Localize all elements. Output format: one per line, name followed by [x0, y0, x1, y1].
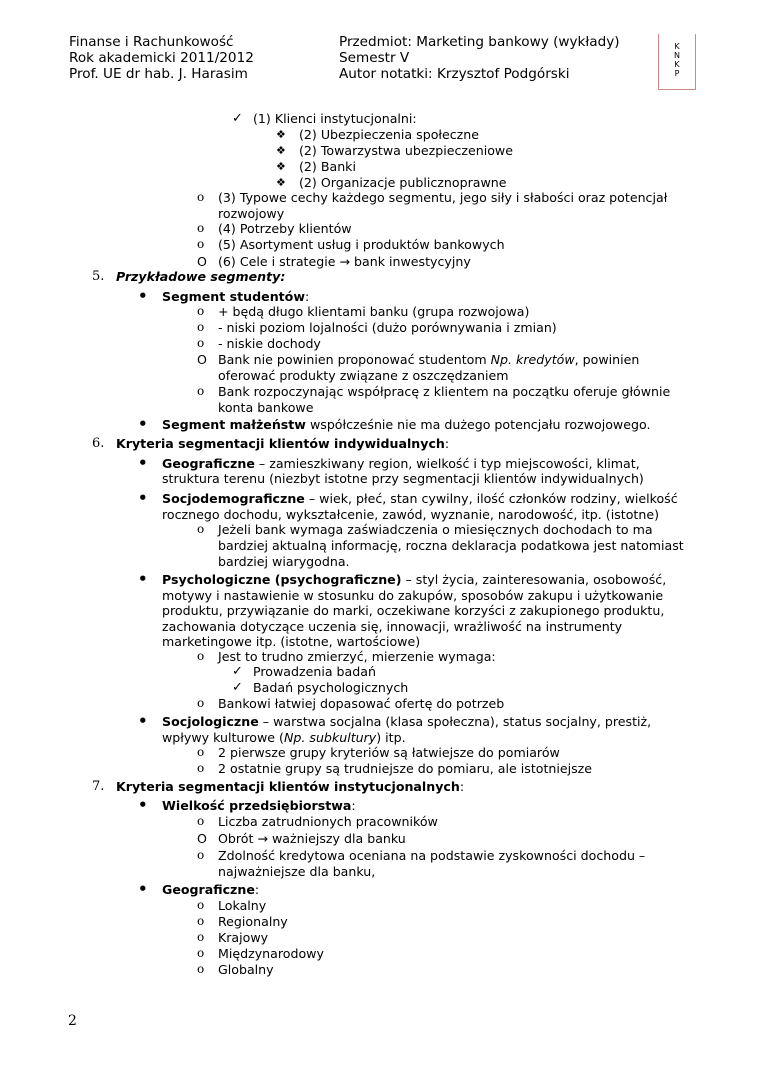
header-year: Rok akademicki 2011/2012 — [69, 50, 254, 66]
circle-bullet-icon: o — [197, 898, 205, 912]
bullet-icon: • — [138, 415, 148, 433]
list-item-continued: konta bankowe — [218, 400, 314, 415]
circle-bullet-icon: o — [197, 946, 205, 960]
header-right — [339, 34, 620, 82]
list-item: Lokalny — [218, 898, 267, 913]
check-icon: ✓ — [232, 680, 243, 695]
list-item: (5) Asortyment usług i produktów bankowych — [218, 237, 505, 252]
section-number: 5. — [92, 269, 105, 284]
list-item: (2) Banki — [299, 159, 356, 174]
list-item-continued: bardziej aktualną informację, roczna deklaracja podatkowa jest natomiast — [218, 538, 684, 553]
list-item: Globalny — [218, 962, 274, 977]
logo-letter: P — [674, 69, 680, 78]
list-item-continued: rozwojowy — [218, 206, 285, 221]
list-item-continued: rocznego dochodu, wykształcenie, zawód, wyznanie, narodowość, itp. (istotne) — [162, 507, 659, 522]
list-item: Socjodemograficzne – wiek, płeć, stan cywilny, ilość członków rodziny, wielkość — [162, 491, 678, 506]
list-item-continued: bardziej wiarygodna. — [218, 554, 350, 569]
bullet-icon: • — [138, 489, 148, 507]
list-item: Liczba zatrudnionych pracowników — [218, 814, 438, 829]
list-item: Międzynarodowy — [218, 946, 324, 961]
bullet-icon: • — [138, 712, 148, 730]
list-item: Psychologiczne (psychograficzne) – styl życia, zainteresowania, osobowość, — [162, 572, 667, 587]
list-item: Jeżeli bank wymaga zaświadczenia o miesięcznych dochodach to ma — [218, 522, 653, 537]
list-item: Obrót → ważniejszy dla banku — [218, 831, 406, 846]
list-item-continued: motywy i nastawienie w stosunku do zakupów, sposobów zakupu i użytkowanie — [162, 588, 664, 603]
header-subject: Przedmiot: Marketing bankowy (wykłady) — [339, 34, 620, 50]
list-item-continued: struktura terenu (niezbyt istotne przy segmentacji klientów indywidualnych) — [162, 471, 644, 486]
list-item: (2) Ubezpieczenia społeczne — [299, 127, 479, 142]
logo-letter: K — [674, 42, 680, 51]
list-item: Wielkość przedsiębiorstwa: — [162, 798, 356, 813]
list-item-continued: marketingowe itp. (istotne, wartościowe) — [162, 634, 421, 649]
list-item: Segment studentów: — [162, 289, 310, 304]
circle-bullet-icon: o — [197, 384, 205, 398]
list-item: Regionalny — [218, 914, 288, 929]
circle-bullet-icon: o — [197, 814, 205, 828]
circle-bullet-icon: o — [197, 962, 205, 976]
circle-bullet-icon: o — [197, 745, 205, 759]
list-item-continued: najważniejsze dla banku, — [218, 864, 376, 879]
circle-bullet-icon: o — [197, 190, 205, 204]
bullet-icon: • — [138, 880, 148, 898]
list-item: Socjologiczne – warstwa socjalna (klasa społeczna), status socjalny, prestiż, — [162, 714, 652, 729]
list-item: Bank nie powinien proponować studentom Np. kredytów, powinien — [218, 352, 640, 367]
diamond-bullet-icon: ❖ — [276, 144, 286, 157]
list-item: (2) Organizacje publicznoprawne — [299, 175, 507, 190]
list-item: Geograficzne – zamieszkiwany region, wielkość i typ miejscowości, klimat, — [162, 456, 640, 471]
check-icon: ✓ — [232, 664, 243, 679]
list-item: (1) Klienci instytucjonalni: — [253, 111, 417, 126]
circle-bullet-icon: o — [197, 649, 205, 663]
bullet-icon: • — [138, 570, 148, 588]
check-icon: ✓ — [232, 111, 243, 126]
list-item: Jest to trudno zmierzyć, mierzenie wymaga: — [218, 649, 496, 664]
header-author: Autor notatki: Krzysztof Podgórski — [339, 66, 570, 82]
logo-letter: N — [674, 51, 680, 60]
circle-bullet-icon: o — [197, 848, 205, 862]
section-heading: Przykładowe segmenty: — [116, 269, 286, 284]
circle-bullet-icon: o — [197, 320, 205, 334]
circle-bullet-icon: O — [197, 254, 207, 269]
list-item: + będą długo klientami banku (grupa rozwojowa) — [218, 304, 530, 319]
list-item-continued: oferować produkty związane z oszczędzaniem — [218, 368, 509, 383]
bullet-icon: • — [138, 454, 148, 472]
list-item: 2 pierwsze grupy kryteriów są łatwiejsze do pomiarów — [218, 745, 560, 760]
circle-bullet-icon: O — [197, 352, 207, 367]
section-number: 7. — [92, 779, 105, 794]
circle-bullet-icon: o — [197, 237, 205, 251]
knkp-logo — [658, 34, 696, 90]
list-item: (2) Towarzystwa ubezpieczeniowe — [299, 143, 513, 158]
diamond-bullet-icon: ❖ — [276, 176, 286, 189]
list-item: - niskie dochody — [218, 336, 321, 351]
bullet-icon: • — [138, 287, 148, 305]
section-number: 6. — [92, 436, 105, 451]
bullet-icon: • — [138, 796, 148, 814]
page-number: 2 — [68, 1013, 77, 1029]
list-item: Geograficzne: — [162, 882, 260, 897]
diamond-bullet-icon: ❖ — [276, 128, 286, 141]
circle-bullet-icon: o — [197, 930, 205, 944]
list-item-continued: zachowania dotyczące uczenia się, innowacji, wrażliwość na instrumenty — [162, 619, 623, 634]
list-item: (6) Cele i strategie → bank inwestycyjny — [218, 254, 471, 269]
diamond-bullet-icon: ❖ — [276, 160, 286, 173]
circle-bullet-icon: o — [197, 221, 205, 235]
list-item-continued: wpływy kulturowe (Np. subkultury) itp. — [162, 730, 406, 745]
circle-bullet-icon: o — [197, 336, 205, 350]
header-professor: Prof. UE dr hab. J. Harasim — [69, 66, 248, 82]
list-item: Bankowi łatwiej dopasować ofertę do potrzeb — [218, 696, 505, 711]
circle-bullet-icon: O — [197, 831, 207, 846]
circle-bullet-icon: o — [197, 696, 205, 710]
circle-bullet-icon: o — [197, 304, 205, 318]
section-heading: Kryteria segmentacji klientów indywidualnych: — [116, 436, 450, 451]
list-item: Badań psychologicznych — [253, 680, 409, 695]
logo-letter: K — [674, 60, 680, 69]
header-left — [69, 34, 254, 82]
list-item: - niski poziom lojalności (dużo porównywania i zmian) — [218, 320, 557, 335]
circle-bullet-icon: o — [197, 761, 205, 775]
list-item: Bank rozpoczynając współpracę z klientem na początku oferuje głównie — [218, 384, 671, 399]
list-item: 2 ostatnie grupy są trudniejsze do pomiaru, ale istotniejsze — [218, 761, 593, 776]
header-course: Finanse i Rachunkowość — [69, 34, 234, 50]
section-heading: Kryteria segmentacji klientów instytucjonalnych: — [116, 779, 465, 794]
list-item: Krajowy — [218, 930, 269, 945]
list-item: Segment małżeństw współcześnie nie ma dużego potencjału rozwojowego. — [162, 417, 651, 432]
header-semester: Semestr V — [339, 50, 410, 66]
circle-bullet-icon: o — [197, 522, 205, 536]
list-item-continued: produktu, przywiązanie do marki, oczekiwane korzyści z zakupionego produktu, — [162, 603, 665, 618]
list-item: (3) Typowe cechy każdego segmentu, jego siły i słabości oraz potencjał — [218, 190, 668, 205]
circle-bullet-icon: o — [197, 914, 205, 928]
list-item: (4) Potrzeby klientów — [218, 221, 352, 236]
list-item: Prowadzenia badań — [253, 664, 376, 679]
list-item: Zdolność kredytowa oceniana na podstawie zyskowności dochodu – — [218, 848, 646, 863]
